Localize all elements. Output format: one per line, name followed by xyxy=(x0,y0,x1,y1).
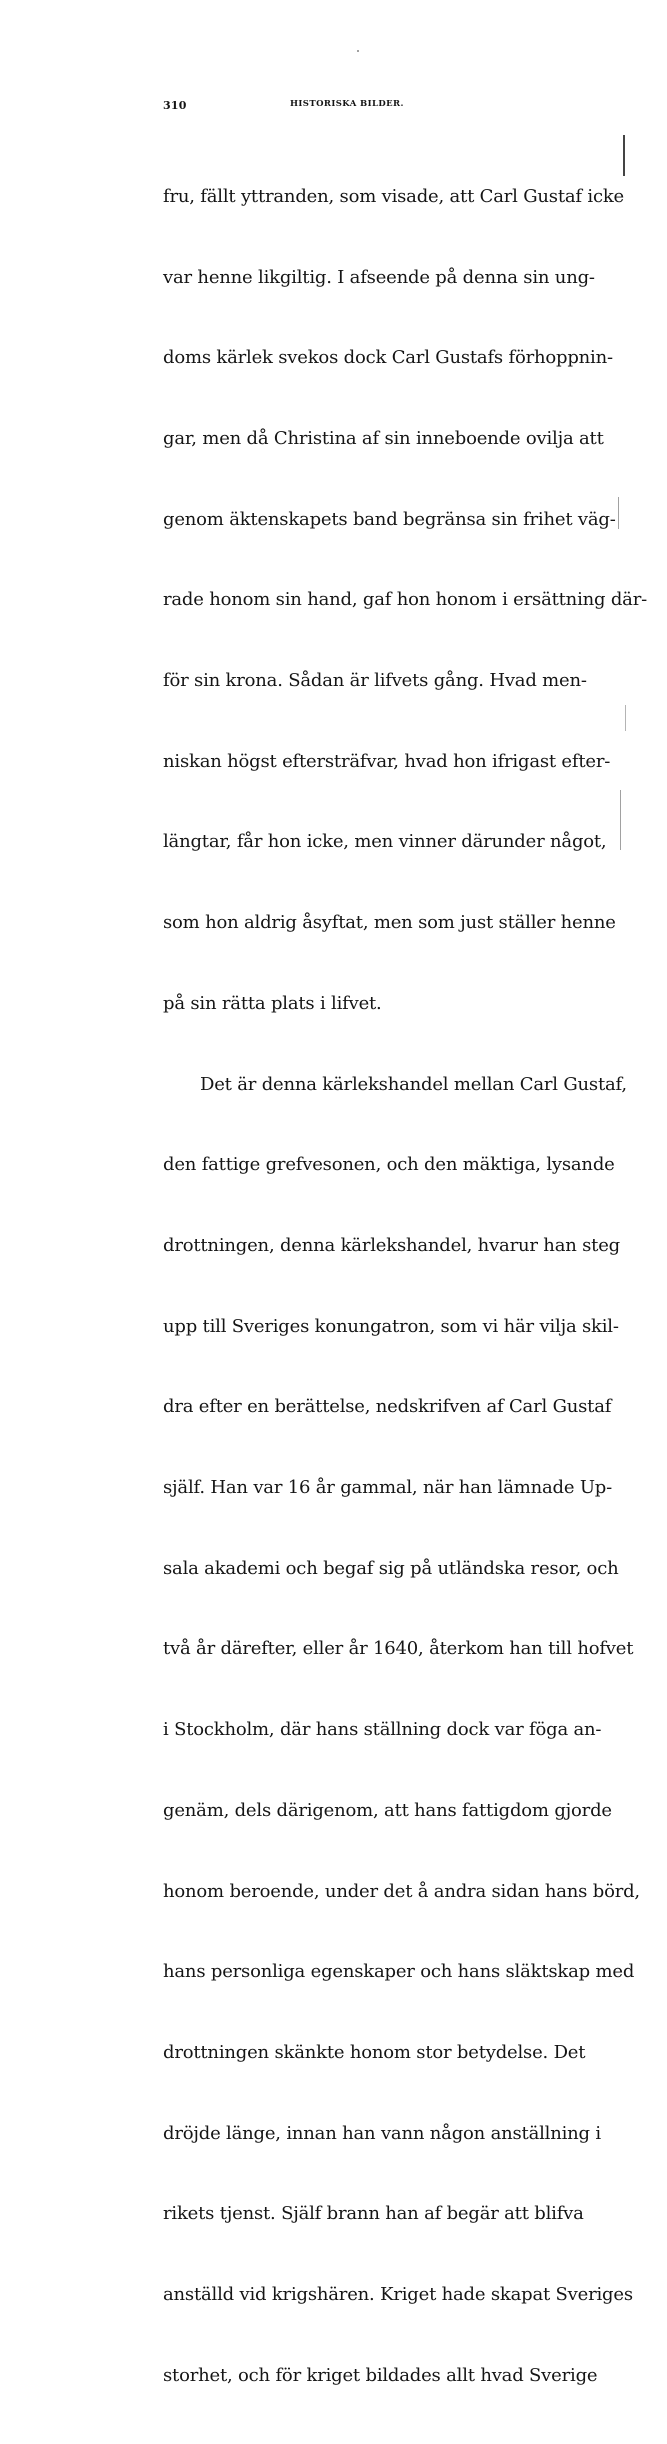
margin-mark xyxy=(623,135,625,176)
text-line: två år därefter, eller år 1640, återkom han till hofvet xyxy=(163,1638,634,1660)
text-line: genom äktenskapets band begränsa sin frihet väg- xyxy=(163,508,616,530)
body-text xyxy=(163,130,648,2444)
text-line: längtar, får hon icke, men vinner därunder något, xyxy=(163,831,607,853)
text-line: hans personliga egenskaper och hans släktskap med xyxy=(163,1961,635,1983)
running-title: HISTORISKA BILDER. xyxy=(290,99,404,109)
text-line: för sin krona. Sådan är lifvets gång. Hvad men- xyxy=(163,670,587,692)
text-line: sala akademi och begaf sig på utländska resor, och xyxy=(163,1557,619,1579)
text-line: rade honom sin hand, gaf hon honom i ersättning där- xyxy=(163,589,648,611)
text-line: storhet, och för kriget bildades allt hvad Sverige xyxy=(163,2364,598,2386)
text-line: niskan högst eftersträfvar, hvad hon ifrigast efter- xyxy=(163,750,611,772)
margin-mark xyxy=(625,705,626,731)
text-line: gar, men då Christina af sin inneboende ovilja att xyxy=(163,427,604,449)
text-line: honom beroende, under det å andra sidan hans börd, xyxy=(163,1880,640,1902)
margin-mark xyxy=(620,790,621,850)
text-line: rikets tjenst. Själf brann han af begär att blifva xyxy=(163,2203,584,2225)
text-line: i Stockholm, där hans ställning dock var föga an- xyxy=(163,1719,602,1741)
running-head xyxy=(163,99,585,119)
text-line: doms kärlek svekos dock Carl Gustafs förhoppnin- xyxy=(163,347,613,369)
paragraph-start-line: Det är denna kärlekshandel mellan Carl Gustaf, xyxy=(200,1073,627,1095)
text-line: upp till Sveriges konungatron, som vi här vilja skil- xyxy=(163,1315,619,1337)
text-line: drottningen, denna kärlekshandel, hvarur han steg xyxy=(163,1234,620,1256)
text-line: fru, fällt yttranden, som visade, att Carl Gustaf icke xyxy=(163,185,624,207)
text-line: anställd vid krigshären. Kriget hade skapat Sveriges xyxy=(163,2284,633,2306)
text-line: den fattige grefvesonen, och den mäktiga, lysande xyxy=(163,1154,615,1176)
text-line: var henne likgiltig. I afseende på denna sin ung- xyxy=(163,266,595,288)
text-line: genäm, dels därigenom, att hans fattigdom gjorde xyxy=(163,1799,612,1821)
margin-mark xyxy=(618,497,619,529)
text-line: dröjde länge, innan han vann någon anställning i xyxy=(163,2122,601,2144)
speck xyxy=(357,50,359,52)
text-line: själf. Han var 16 år gammal, när han lämnade Up- xyxy=(163,1477,612,1499)
text-line: dra efter en berättelse, nedskrifven af Carl Gustaf xyxy=(163,1396,612,1418)
text-line: drottningen skänkte honom stor betydelse. Det xyxy=(163,2041,586,2063)
page-number: 310 xyxy=(163,99,187,112)
text-line: som hon aldrig åsyftat, men som just ställer henne xyxy=(163,912,616,934)
text-line: på sin rätta plats i lifvet. xyxy=(163,992,382,1014)
